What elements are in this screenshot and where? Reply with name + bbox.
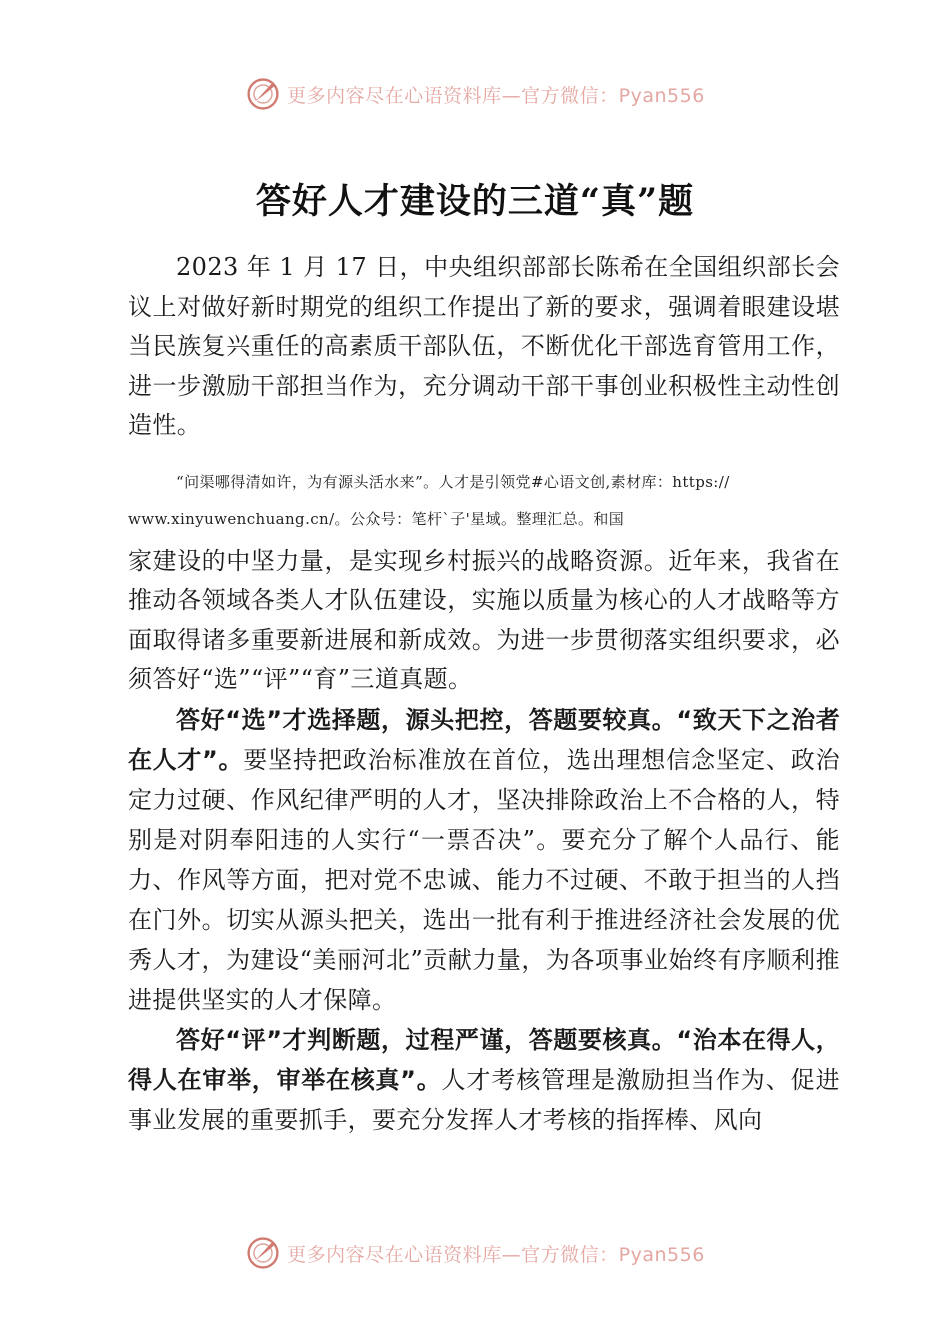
context-paragraph: 家建设的中坚力量，是实现乡村振兴的战略资源。近年来，我省在推动各领域各类人才队伍建设，实施以质量为核心的人才战略等方面取得诸多重要新进展和新成效。为进一步贯彻落实组织要求，必须答好“选”“评”“育”三道真题。 — [128, 546, 840, 693]
quill-logo-icon — [245, 76, 281, 112]
section-select-paragraph — [128, 700, 840, 1020]
watermark-line-1: “问渠哪得清如许，为有源头活水来”。人才是引领党#心语文创,素材库：https:// — [176, 472, 730, 491]
section-evaluate-paragraph — [128, 1020, 840, 1140]
document-title: 答好人才建设的三道“真”题 — [255, 181, 695, 222]
section-select-text: 要坚持把政治标准放在首位，选出理想信念坚定、政治定力过硬、作风纪律严明的人才，坚决排除政治上不合格的人，特别是对阴奉阳违的人实行“一票否决”。要充分了解个人品行、能力、作风等方面，把对党不忠诚、能力不过硬、不敢于担当的人挡在门外。切实从源头把关，选出一批有利于推进经济社会发展的优秀人才，为建设“美丽河北”贡献力量，为各项事业始终有序顺利推进提供坚实的人才保障。 — [128, 745, 840, 1014]
section-evaluate-text: 人才考核管理是激励担当作为、促进事业发展的重要抓手，要充分发挥人才考核的指挥棒、风向 — [128, 1065, 841, 1134]
header-banner — [0, 72, 950, 116]
document-body — [128, 248, 840, 1140]
section-select-heading: 答好“选”才选择题，源头把控，答题要较真。“致天下之治者在人才”。 — [128, 705, 840, 774]
footer-banner-text: 更多内容尽在心语资料库—官方微信：Pyan556 — [287, 1243, 705, 1266]
section-evaluate-heading: 答好“评”才判断题，过程严谨，答题要核真。“治本在得人，得人在审举，审举在核真”。 — [128, 1025, 840, 1094]
watermark-line-2: www.xinyuwenchuang.cn/。公众号：笔杆`子'星域。整理汇总。和国 — [128, 509, 625, 528]
watermark-note — [128, 464, 840, 538]
footer-banner — [0, 1231, 950, 1275]
quill-logo-icon — [245, 1235, 281, 1271]
intro-paragraph: 2023 年 1 月 17 日，中央组织部部长陈希在全国组织部长会议上对做好新时期党的组织工作提出了新的要求，强调着眼建设堪当民族复兴重任的高素质干部队伍，不断优化干部选育管用工作，进一步激励干部担当作为，充分调动干部干事创业积极性主动性创造性。 — [128, 253, 840, 439]
header-banner-text: 更多内容尽在心语资料库—官方微信：Pyan556 — [287, 84, 705, 107]
